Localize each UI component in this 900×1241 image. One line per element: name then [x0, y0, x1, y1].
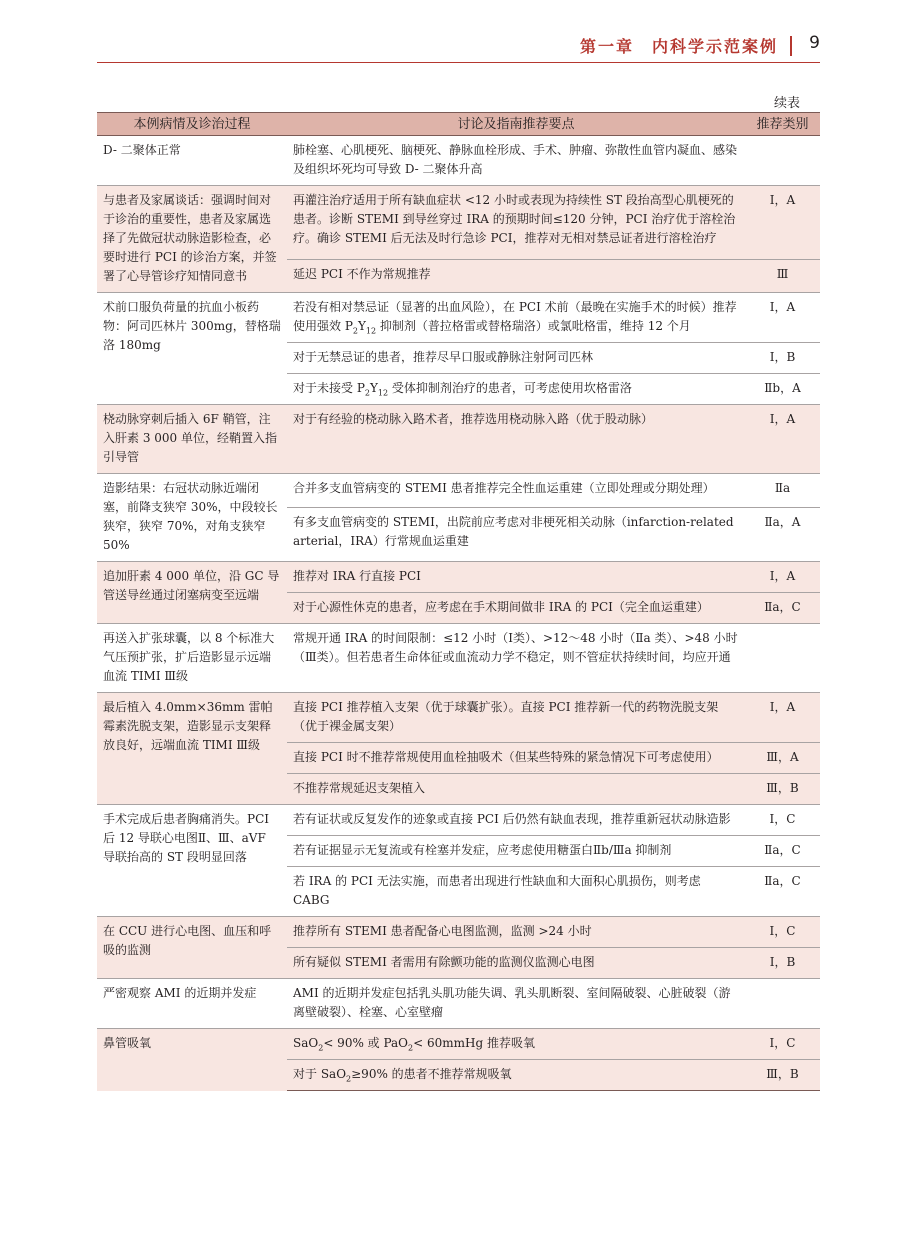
subscript: 2: [352, 326, 358, 336]
grade-cell: Ⅲ，B: [745, 1060, 820, 1091]
table-row: [97, 1029, 820, 1060]
discussion-cell: 若有证据显示无复流或有栓塞并发症，应考虑使用糖蛋白Ⅱb/Ⅲa 抑制剂: [287, 836, 745, 867]
guideline-table: [97, 112, 820, 1091]
discussion-cell: 对于无禁忌证的患者，推荐尽早口服或静脉注射阿司匹林: [287, 343, 745, 374]
table-row: [97, 186, 820, 260]
grade-cell: Ⅲ: [745, 259, 820, 292]
grade-cell: Ⅱa，C: [745, 836, 820, 867]
discussion-cell: 肺栓塞、心肌梗死、脑梗死、静脉血栓形成、手术、肿瘤、弥散性血管内凝血、感染及组织坏死均可导致 D- 二聚体升高: [287, 136, 745, 186]
process-cell: D- 二聚体正常: [97, 136, 287, 186]
discussion-cell: 常规开通 IRA 的时间限制：≤12 小时（Ⅰ类）、>12～48 小时（Ⅱa 类）、>48 小时（Ⅲ类）。但若患者生命体征或血流动力学不稳定，则不管症状持续时间，均应开通: [287, 624, 745, 693]
grade-cell: Ⅰ，B: [745, 343, 820, 374]
subscript: 2: [408, 1043, 414, 1053]
discussion-cell: 合并多支血管病变的 STEMI 患者推荐完全性血运重建（立即处理或分期处理）: [287, 474, 745, 508]
text-part: 若没有相对禁忌证（显著的出血风险），在 PCI 术前（最晚在实施手术的时候）推荐使用强效 P: [293, 300, 737, 333]
discussion-cell: 若 IRA 的 PCI 无法实施，而患者出现进行性缺血和大面积心肌损伤，则考虑 CABG: [287, 867, 745, 917]
header-separator: [790, 36, 792, 56]
continued-label: 续表: [773, 96, 800, 111]
grade-cell: Ⅰ，C: [745, 917, 820, 948]
text-part: Y: [369, 381, 378, 395]
text-part: 对于 SaO: [293, 1067, 347, 1081]
table-row: [97, 979, 820, 1029]
text-part: 对于未接受 P: [293, 381, 365, 395]
table-header-row: [97, 113, 820, 136]
header-discussion: 讨论及指南推荐要点: [287, 113, 745, 136]
grade-cell: Ⅱa，C: [745, 593, 820, 624]
grade-cell: Ⅱa，A: [745, 507, 820, 561]
grade-cell: Ⅱb，A: [745, 374, 820, 405]
grade-cell: Ⅰ，A: [745, 293, 820, 343]
grade-cell: Ⅰ，A: [745, 562, 820, 593]
discussion-cell: 延迟 PCI 不作为常规推荐: [287, 259, 745, 292]
table-row: [97, 693, 820, 743]
discussion-cell: AMI 的近期并发症包括乳头肌功能失调、乳头肌断裂、室间隔破裂、心脏破裂（游离壁破裂）、栓塞、心室壁瘤: [287, 979, 745, 1029]
subscript: 2: [318, 1043, 324, 1053]
process-cell: 鼻管吸氧: [97, 1029, 287, 1091]
grade-cell: Ⅱa，C: [745, 867, 820, 917]
grade-cell: Ⅰ，A: [745, 405, 820, 474]
process-cell: 严密观察 AMI 的近期并发症: [97, 979, 287, 1029]
table-row: [97, 293, 820, 343]
discussion-cell: 再灌注治疗适用于所有缺血症状 <12 小时或表现为持续性 ST 段抬高型心肌梗死的患者。诊断 STEMI 到导丝穿过 IRA 的预期时间≤120 分钟，PCI 治疗优于溶栓治疗。确诊 STEMI 后无法及时行急诊 PCI，推荐对无相对禁忌证者进行溶栓治疗: [287, 186, 745, 260]
discussion-cell: [287, 1060, 745, 1091]
discussion-cell: 不推荐常规延迟支架植入: [287, 774, 745, 805]
table-row: [97, 562, 820, 593]
table-row: [97, 405, 820, 474]
subscript: 2: [364, 388, 370, 398]
text-part: 受体抑制剂治疗的患者，可考虑使用坎格雷洛: [388, 381, 632, 395]
process-cell: 术前口服负荷量的抗血小板药物：阿司匹林片 300mg，替格瑞洛 180mg: [97, 293, 287, 405]
chapter-title: 第一章 内科学示范案例: [579, 37, 778, 56]
table-row: [97, 917, 820, 948]
discussion-cell: [287, 1029, 745, 1060]
text-part: Y: [357, 319, 366, 333]
discussion-cell: 推荐对 IRA 行直接 PCI: [287, 562, 745, 593]
discussion-cell: 推荐所有 STEMI 患者配备心电图监测，监测 >24 小时: [287, 917, 745, 948]
grade-cell: Ⅲ，A: [745, 743, 820, 774]
process-cell: 手术完成后患者胸痛消失。PCI 后 12 导联心电图Ⅱ、Ⅲ、aVF 导联抬高的 ST 段明显回落: [97, 805, 287, 917]
discussion-cell: 直接 PCI 推荐植入支架（优于球囊扩张）。直接 PCI 推荐新一代的药物洗脱支架（优于裸金属支架）: [287, 693, 745, 743]
grade-cell: Ⅱa: [745, 474, 820, 508]
text-part: < 90% 或 PaO: [323, 1036, 409, 1050]
grade-cell: Ⅰ，C: [745, 805, 820, 836]
discussion-cell: 有多支血管病变的 STEMI，出院前应考虑对非梗死相关动脉（infarction-related arterial，IRA）行常规血运重建: [287, 507, 745, 561]
table-row: [97, 136, 820, 186]
table-row: [97, 474, 820, 508]
discussion-cell: [287, 374, 745, 405]
process-cell: 在 CCU 进行心电图、血压和呼吸的监测: [97, 917, 287, 979]
discussion-cell: 对于心源性休克的患者，应考虑在手术期间做非 IRA 的 PCI（完全血运重建）: [287, 593, 745, 624]
discussion-cell: 若有证状或反复发作的迹象或直接 PCI 后仍然有缺血表现，推荐重新冠状动脉造影: [287, 805, 745, 836]
text-part: < 60mmHg 推荐吸氧: [413, 1036, 535, 1050]
text-part: SaO: [293, 1036, 319, 1050]
grade-cell: Ⅰ，A: [745, 186, 820, 260]
subscript: 12: [365, 326, 377, 336]
discussion-cell: [287, 293, 745, 343]
grade-cell: Ⅰ，A: [745, 693, 820, 743]
process-cell: 追加肝素 4 000 单位，沿 GC 导管送导丝通过闭塞病变至远端: [97, 562, 287, 624]
page-header: [97, 34, 820, 64]
process-cell: 再送入扩张球囊，以 8 个标准大气压预扩张，扩后造影显示远端血流 TIMI Ⅲ级: [97, 624, 287, 693]
process-cell: 桡动脉穿刺后插入 6F 鞘管，注入肝素 3 000 单位，经鞘置入指引导管: [97, 405, 287, 474]
grade-cell: [745, 979, 820, 1029]
text-part: 抑制剂（普拉格雷或替格瑞洛）或氯吡格雷，维持 12 个月: [376, 319, 691, 333]
grade-cell: Ⅰ，B: [745, 948, 820, 979]
header-grade: 推荐类别: [745, 113, 820, 136]
process-cell: 最后植入 4.0mm×36mm 雷帕霉素洗脱支架，造影显示支架释放良好，远端血流 TIMI Ⅲ级: [97, 693, 287, 805]
grade-cell: Ⅲ，B: [745, 774, 820, 805]
process-cell: 与患者及家属谈话：强调时间对于诊治的重要性，患者及家属选择了先做冠状动脉造影检查，必要时进行 PCI 的诊治方案，并签署了心导管诊疗知情同意书: [97, 186, 287, 293]
discussion-cell: 所有疑似 STEMI 者需用有除颤功能的监测仪监测心电图: [287, 948, 745, 979]
discussion-cell: 对于有经验的桡动脉入路术者，推荐选用桡动脉入路（优于股动脉）: [287, 405, 745, 474]
table-row: [97, 624, 820, 693]
table-row: [97, 805, 820, 836]
header-rule: [97, 62, 820, 63]
subscript: 12: [377, 388, 389, 398]
page-number: 9: [809, 33, 820, 53]
grade-cell: Ⅰ，C: [745, 1029, 820, 1060]
header-process: 本例病情及诊治过程: [97, 113, 287, 136]
process-cell: 造影结果：右冠状动脉近端闭塞，前降支狭窄 30%，中段较长狭窄，狭窄 70%，对角支狭窄 50%: [97, 474, 287, 562]
grade-cell: [745, 136, 820, 186]
subscript: 2: [346, 1074, 352, 1084]
discussion-cell: 直接 PCI 时不推荐常规使用血栓抽吸术（但某些特殊的紧急情况下可考虑使用）: [287, 743, 745, 774]
grade-cell: [745, 624, 820, 693]
text-part: ≥90% 的患者不推荐常规吸氧: [351, 1067, 512, 1081]
